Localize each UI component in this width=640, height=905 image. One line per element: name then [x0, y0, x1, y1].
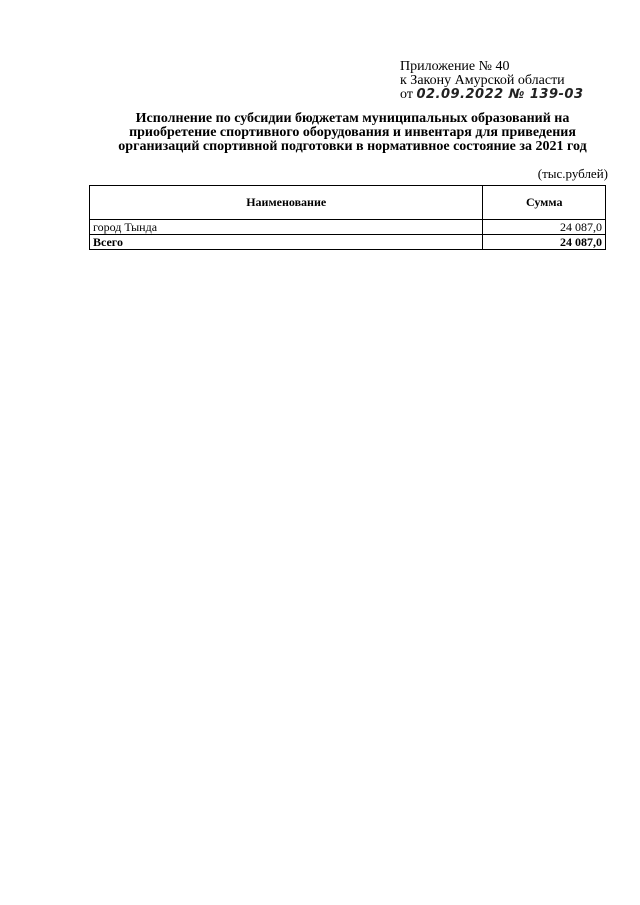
- units-label: (тыс.рублей): [537, 166, 608, 181]
- total-name: Всего: [90, 235, 483, 250]
- title-line-2: приобретение спортивного оборудования и инвентаря для приведения: [129, 125, 576, 140]
- subsidy-table: [89, 185, 606, 250]
- appendix-date-line: [400, 88, 584, 102]
- total-amount: 24 087,0: [483, 235, 606, 250]
- appendix-number: Приложение № 40: [400, 59, 510, 74]
- row-amount: 24 087,0: [483, 220, 606, 235]
- header-name: Наименование: [90, 186, 483, 220]
- header-amount: Сумма: [483, 186, 606, 220]
- appendix-reference: [400, 60, 584, 102]
- document-title: [90, 112, 615, 154]
- row-name: город Тында: [90, 220, 483, 235]
- total-row: [90, 235, 606, 250]
- appendix-date-prefix: от: [400, 87, 413, 102]
- appendix-law: к Закону Амурской области: [400, 73, 565, 88]
- table-row: [90, 220, 606, 235]
- handwritten-date-number: 02.09.2022 № 139-03: [416, 87, 584, 102]
- table-header-row: [90, 186, 606, 220]
- title-line-1: Исполнение по субсидии бюджетам муниципальных образований на: [135, 111, 570, 126]
- title-line-3: организаций спортивной подготовки в нормативное состояние за 2021 год: [118, 139, 587, 154]
